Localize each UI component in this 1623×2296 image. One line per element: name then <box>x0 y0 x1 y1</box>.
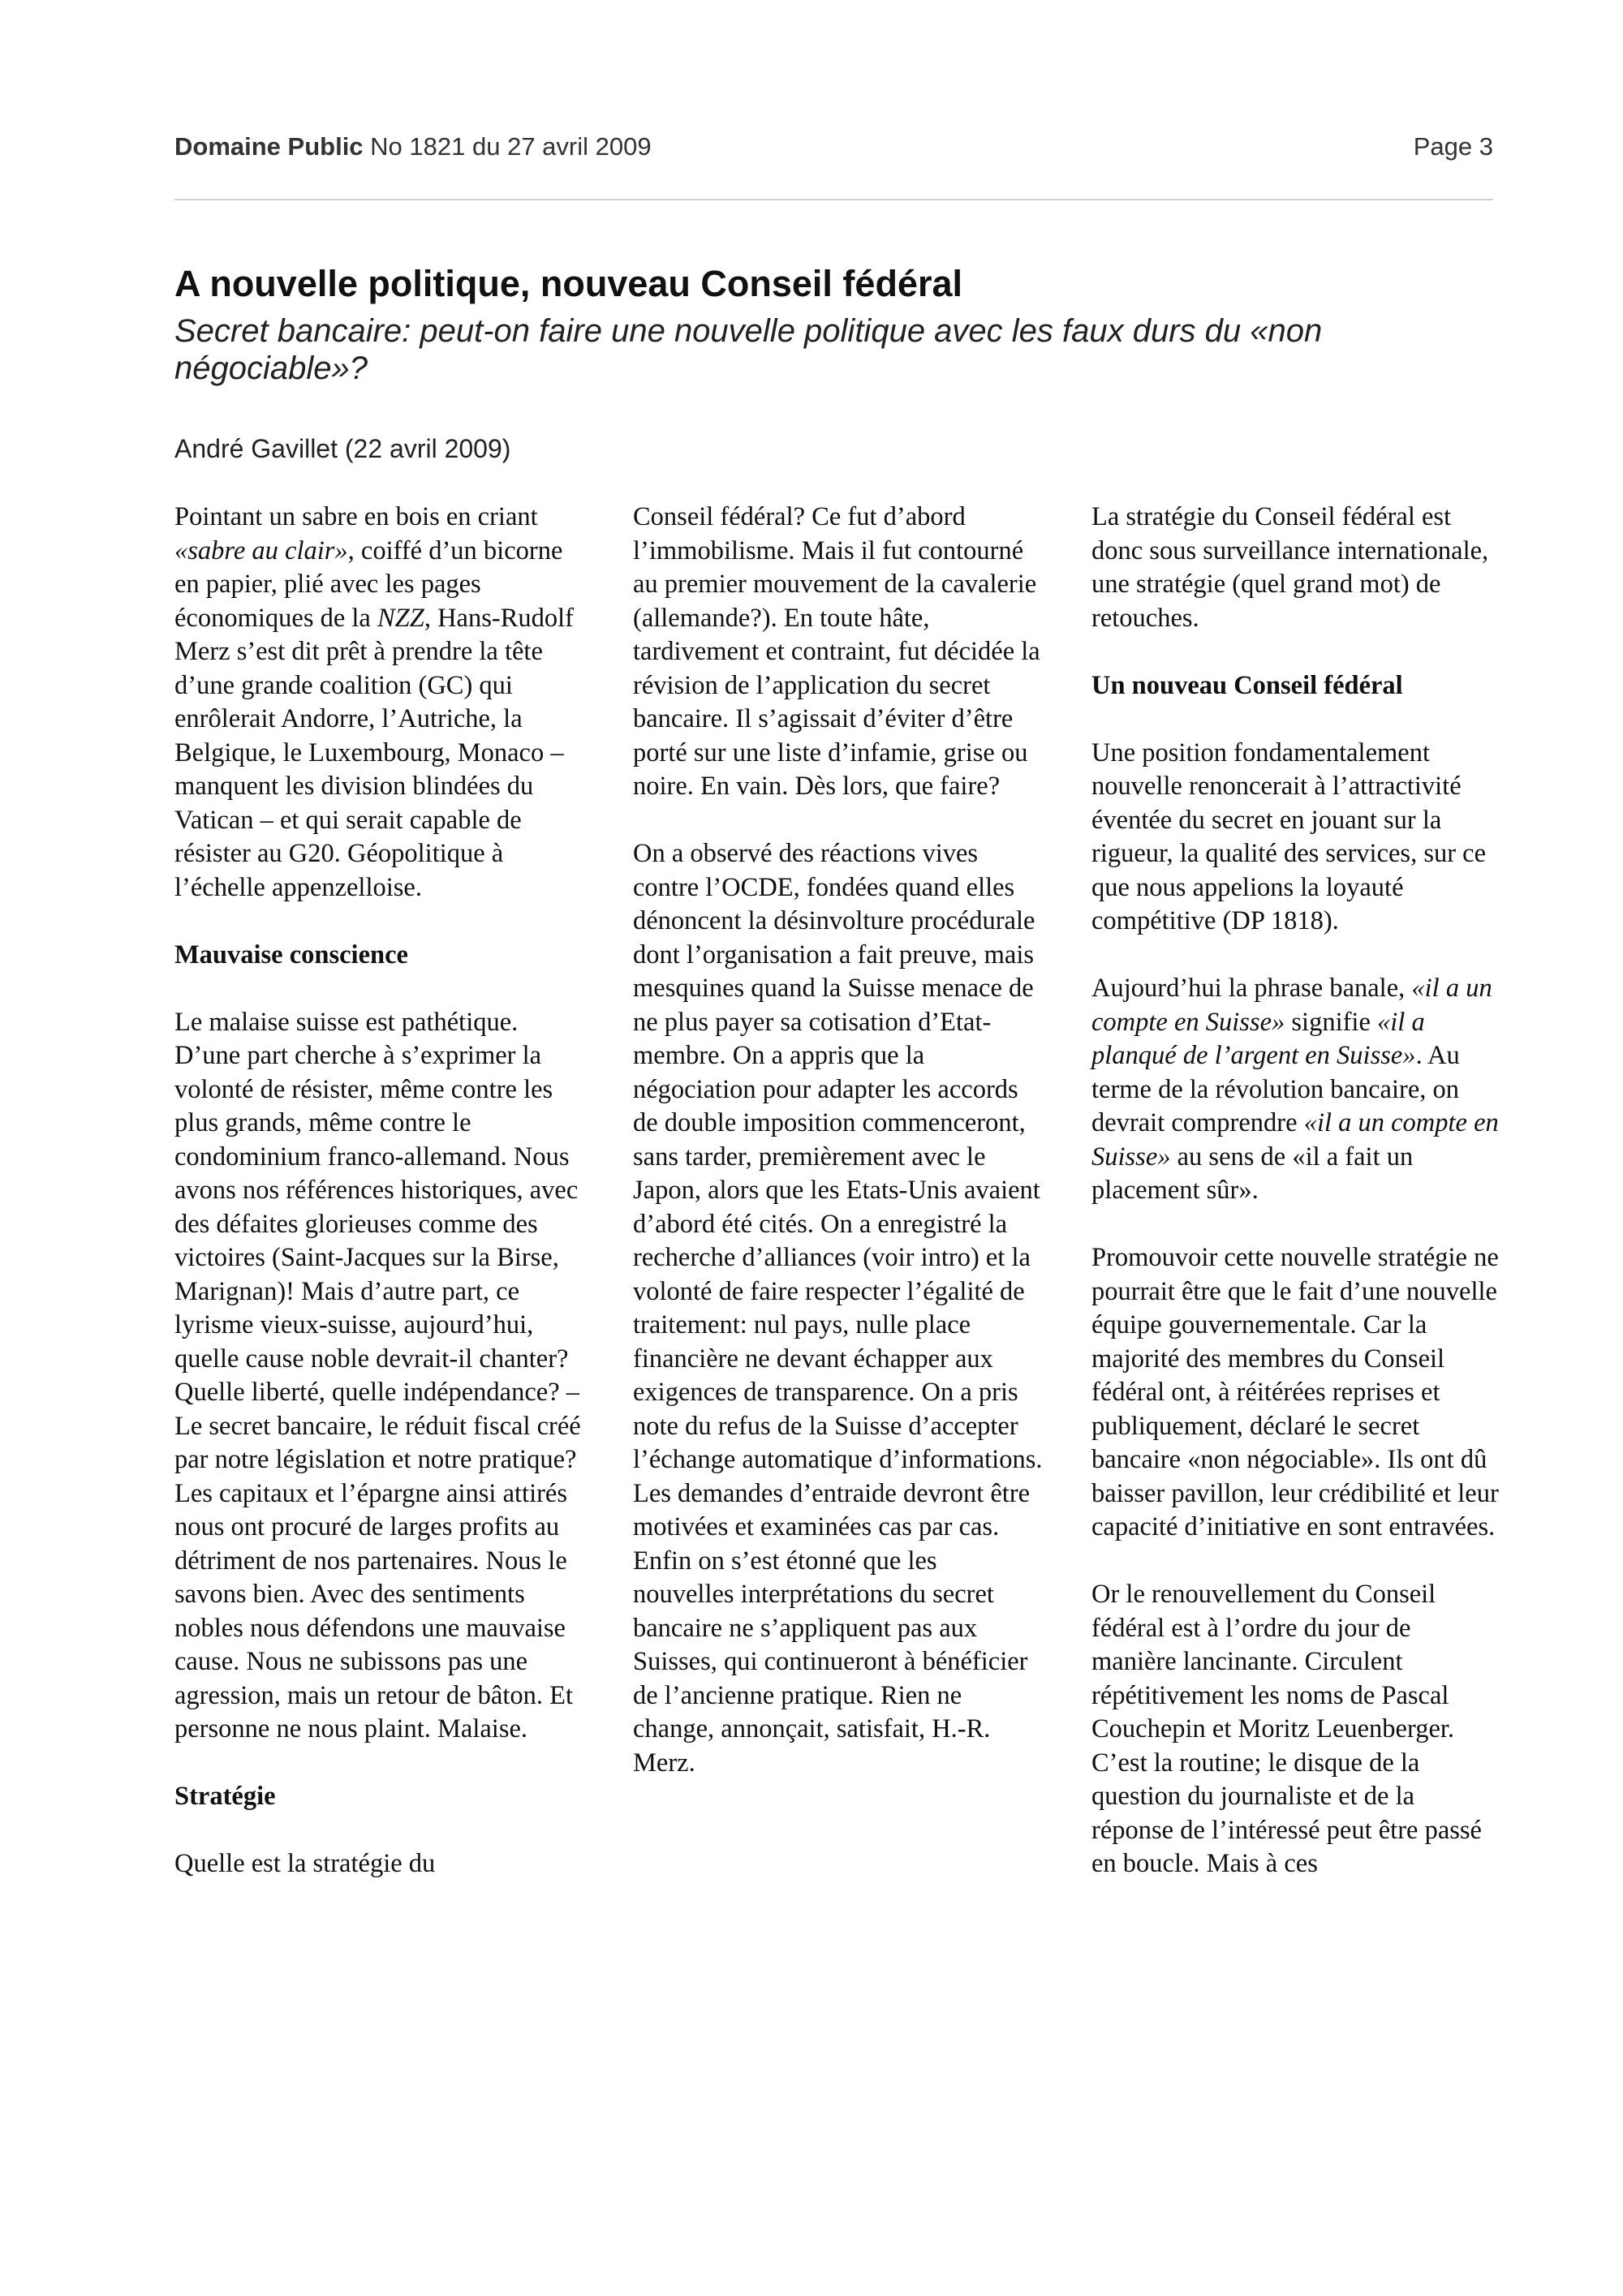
italic-quote: «il a un compte en Suisse» <box>1091 1108 1499 1172</box>
paragraph: Or le renouvellement du Conseil fédéral est à l’ordre du jour de manière lancinante. Circulent répétitivement les noms de Pascal Couchepin et Moritz Leuenberger. C’est la routine; le disque de la question du journaliste et de la réponse de l’intéressé peut être passé en boucle. Mais à ces <box>1091 1580 1482 1878</box>
text-run: , Hans-Rudolf Merz s’est dit prêt à prendre la tête d’une grande coalition (GC) qui enrôlerait Andorre, l’Autriche, la Belgique, le Luxembourg, Monaco – manquent les division blindées du Vatican – et qui serait capable de résister au G20. Géopolitique à l’échelle appenzelloise. <box>174 603 574 902</box>
paragraph <box>1091 972 1501 1208</box>
section-heading-nouveau-conseil: Un nouveau Conseil fédéral <box>1091 670 1403 700</box>
column-1 <box>174 501 584 1881</box>
column-3 <box>1091 501 1501 1881</box>
italic-quote: «il a un compte en Suisse» <box>1091 974 1492 1037</box>
section-heading-mauvaise-conscience: Mauvaise conscience <box>174 939 408 970</box>
text-run: Aujourd’hui la phrase banale, <box>1091 974 1412 1003</box>
italic-quote: «il a planqué de l’argent en Suisse» <box>1091 1007 1425 1070</box>
paragraph: Une position fondamentalement nouvelle renoncerait à l’attractivité éventée du secret en jouant sur la rigueur, la qualité des services, sur ce que nous appelions la loyauté compétitive (DP 1818). <box>1091 737 1487 935</box>
italic-nzz: NZZ <box>377 603 424 633</box>
paragraph: On a observé des réactions vives contre l’OCDE, fondées quand elles dénoncent la désinvolture procédurale dont l’organisation a fait preuve, mais mesquines quand la Suisse menace de ne plus payer sa cotisation d’Etat-membre. On a appris que la négociation pour adapter les accords de double imposition commenceront, sans tarder, premièrement avec le Japon, alors que les Etats-Unis avaient d’abord été cités. On a enregistré la recherche d’alliances (voir intro) et la volonté de faire respecter l’égalité de traitement: nul pays, nulle place financière ne devant échapper aux exigences de transparence. On a pris note du refus de la Suisse d’accepter l’échange automatique d’informations. Les demandes d’entraide devront être motivées et examinées cas par cas. Enfin on s’est étonné que les nouvelles interprétations du secret bancaire ne s’appliquent pas aux Suisses, qui continueront à bénéficier de l’ancienne pratique. Rien ne change, annonçait, satisfait, H.-R. Merz. <box>633 839 1043 1778</box>
page-header <box>174 132 1493 173</box>
paragraph: La stratégie du Conseil fédéral est donc sous surveillance internationale, une stratégie (quel grand mot) de retouches. <box>1091 502 1489 633</box>
text-run: au sens de «il a fait un placement sûr». <box>1091 1142 1414 1205</box>
section-heading-strategie: Stratégie <box>174 1782 276 1811</box>
text-run: Pointant un sabre en bois en criant <box>174 502 538 531</box>
column-2 <box>633 501 1043 1780</box>
article-subtitle: Secret bancaire: peut-on faire une nouvelle politique avec les faux durs du «non négociable»? <box>174 313 1323 386</box>
text-run: . Au terme de la révolution bancaire, on devrait comprendre <box>1091 1041 1460 1137</box>
article-title: A nouvelle politique, nouveau Conseil fédéral <box>174 263 962 304</box>
paragraph: Le malaise suisse est pathétique. D’une part cherche à s’exprimer la volonté de résister, même contre les plus grands, même contre le condominium franco-allemand. Nous avons nos références historiques, avec des défaites glorieuses comme des victoires (Saint-Jacques sur la Birse, Marignan)! Mais d’autre part, ce lyrisme vieux-suisse, aujourd’hui, quelle cause noble devrait-il chanter? Quelle liberté, quelle indépendance? – Le secret bancaire, le réduit fiscal créé par notre législation et notre pratique? Les capitaux et l’épargne ainsi attirés nous ont procuré de larges profits au détriment de nos partenaires. Nous le savons bien. Avec des sentiments nobles nous défendons une mauvaise cause. Nous ne subissons pas une agression, mais un retour de bâton. Et personne ne nous plaint. Malaise. <box>174 1007 581 1743</box>
paragraph <box>174 501 584 905</box>
paragraph: Conseil fédéral? Ce fut d’abord l’immobilisme. Mais il fut contourné au premier mouvement de la cavalerie (allemande?). En toute hâte, tardivement et contraint, fut décidée la révision de l’application du secret bancaire. Il s’agissait d’éviter d’être porté sur une liste d’infamie, grise ou noire. En vain. Dès lors, que faire? <box>633 502 1040 801</box>
publication-name: Domaine Public <box>174 132 364 161</box>
italic-quote: «sabre au clair» <box>174 535 348 565</box>
article-byline: André Gavillet (22 avril 2009) <box>174 434 511 463</box>
header-divider <box>174 199 1493 200</box>
paragraph: Promouvoir cette nouvelle stratégie ne pourrait être que le fait d’une nouvelle équipe gouvernementale. Car la majorité des membres du Conseil fédéral ont, à réitérées reprises et publiquement, déclaré le secret bancaire «non négociable». Ils ont dû baisser pavillon, leur crédibilité et leur capacité d’initiative en sont entravées. <box>1091 1243 1499 1541</box>
issue-info: No 1821 du 27 avril 2009 <box>370 132 652 161</box>
paragraph: Quelle est la stratégie du <box>174 1849 436 1878</box>
text-run: , coiffé d’un bicorne en papier, plié avec les pages économiques de la <box>174 535 563 633</box>
text-run: signifie <box>1285 1007 1378 1037</box>
page-number: Page 3 <box>1413 132 1493 161</box>
